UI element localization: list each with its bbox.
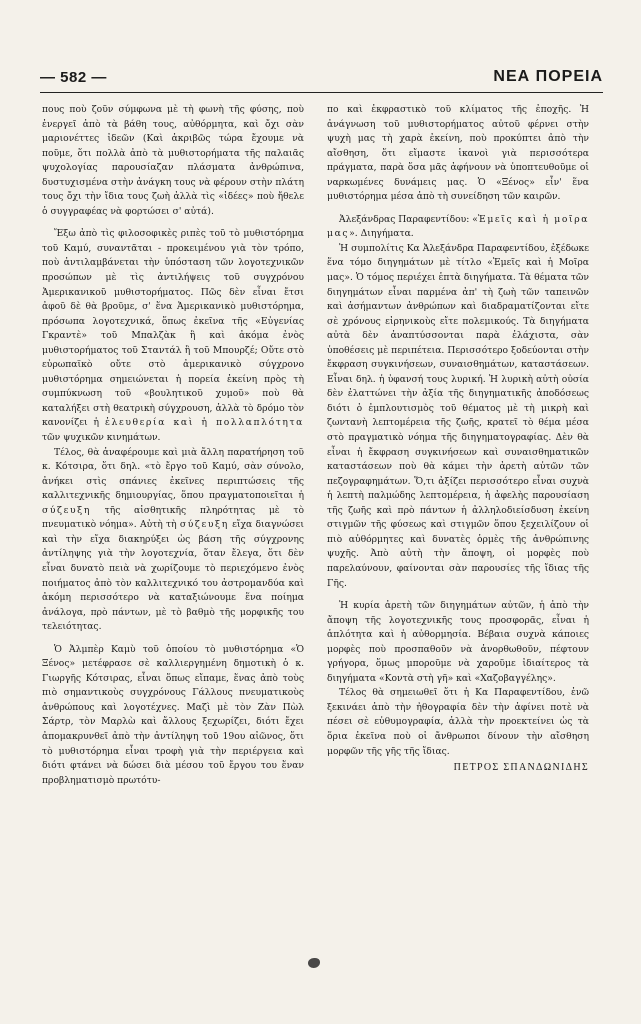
header-rule xyxy=(40,92,603,93)
spaced-emphasis: σύζευξη xyxy=(42,504,91,516)
ink-spot xyxy=(308,958,320,968)
paragraph-text: τῆς αἰσθητικῆς πληρότητας μὲ τὸ πνευματικὸ νόημα». Αὐτὴ τὴ xyxy=(42,504,304,531)
left-column xyxy=(42,103,304,788)
review-book-title: Ἐμεῖς καὶ ἡ μοῖρα μας xyxy=(327,213,589,240)
paragraph: Ὁ Ἀλμπὲρ Καμὺ τοῦ ὁποίου τὸ μυθιστόρημα «Ὁ Ξένος» μετέφρασε σὲ καλλιεργημένη δημοτικὴ ὁ κ. Γιωργῆς Κότσιρας, εἶναι ὅπως εἴπαμε, ἕνας ἀπὸ τοὺς πιὸ σημαντικοὺς συγχρόνους Γάλλους πνευματικοὺς ἀνθρώπους καὶ λογοτέχνες. Μαζὶ μὲ τὸν Ζὰν Πὼλ Σάρτρ, τὸν Μαρλὼ καὶ ἄλλους ξεχωρίζει, διότι ἔχει ἀπομακρυνθεῖ ἀπὸ τὴν ἀντίληψη τοῦ 19ου αἰῶνος, ὅτι τὸ μυθιστόρημα εἶναι τροφὴ γιὰ τὴν περιέργεια καὶ διότι φτάνει νὰ δώσει διὰ μέσου τοῦ ἔργου του ἕναν προβληματισμὸ πρωτότυ- xyxy=(42,643,304,786)
page-header xyxy=(40,68,603,86)
author-signature: ΠΕΤΡΟΣ ΣΠΑΝΔΩΝΙΔΗΣ xyxy=(453,762,589,774)
paragraph-continuation: πους ποὺ ζοῦν σύμφωνα μὲ τὴ φωνὴ τῆς φύσης, ποὺ ἐνεργεῖ ἀπὸ τὰ βάθη τους, αὐθόρμητα, καὶ ὄχι σὰν μαριονέττες ἰδεῶν (Καὶ ἀκριβῶς τώρα ἔχουμε νὰ ποῦμε, ὅτι πολλὰ ἀπὸ τὰ μυθιστορήματα τῆς παλαιᾶς ψυχολογίας παρουσίαζαν πλάσματα ἀνθρώπινα, δυστυχισμένα στὴν ἀνάγκη τους νὰ φέρουν στὴν πλάτη τους ὄχι τὴν ἴδια τους ζωὴ ἀλλὰ τὶς «ἰδέες» ποὺ ἤθελε ὁ συγγραφέας νὰ φορτώσει σ' αὐτά). xyxy=(42,104,304,217)
paragraph-text: Τέλος, θὰ ἀναφέρουμε καὶ μιὰ ἄλλη παρατήρηση τοῦ κ. Κότσιρα, ὅτι δηλ. «τὸ ἔργο τοῦ Καμύ, σὰν σύνολο, ἀνήκει στὶς σπάνιες ἐκεῖνες περιπτώσεις τῆς καλλιτεχνικῆς δημιουργίας, ὅπου πραγματοποιεῖται ἡ xyxy=(42,446,304,502)
paragraph: Ἡ συμπολίτις Κα Ἀλεξάνδρα Παραφεντίδου, ἐξέδωκε ἕνα τόμο διηγημάτων μὲ τίτλο «Ἐμεῖς καὶ ἡ Μοῖρα μας». Ὁ τόμος περιέχει ἑπτὰ διηγήματα. Τὰ θέματα τῶν διηγημάτων εἶναι παρμένα ἀπ' τὴ ζωὴ τῶν ταπεινῶν καὶ ἀσήμαντων ἀνθρώπων καὶ διαδραματίζονται εἴτε σὲ χρόνους εἰρηνικοὺς εἴτε πολεμικούς. Τὰ διηγήματα αὐτὰ δὲν ἀναπτύσσονται παρὰ ἐλάχιστα, σὰν ὑποθέσεις μὲ περιπέτεια. Περισσότερο ξοδεύονται στὴν ἔκφραση συγκινήσεων, συναισθημάτων, καταστάσεων. Εἶναι δηλ. ἡ ὑφανσή τους λυρική. Ἡ λυρικὴ αὐτὴ οὐσία δὲν ἐλαττώνει τὴν ἀξία τῆς διηγηματικῆς ἀποδόσεως διότι ὁ ἐμπλουτισμὸς τοῦ θέματος μὲ τὴ μικρὴ καὶ ζωντανὴ λεπτομέρεια τῆς ζωῆς, κρατεῖ τὸ θέμα μέσα στὸ πραγματικὸ νόημα τῆς διηγηματογραφίας. Δὲν θὰ εἶναι ἡ ἔκφραση συγκινήσεων καὶ συναισθηματικῶν καταστάσεων ποὺ θὰ κάμει τὴν ἀρετὴ αὐτῶν τῶν πεζογραφημάτων. Ὅ,τι ἀξίζει περισσότερο εἶναι συχνὰ ἡ λεπτὴ παλμώδης λεπτομέρεια, ἡ ἀφελὴς παρουσίαση τῆς ζωῆς καὶ πρὸ πάντων ἡ ἀλληλοδιείσδυση ἐκείνη στιγμῶν τῆς φύσεως καὶ στιγμῶν ὅπου ξεχειλίζουν οἱ πιὸ αὐθόρμητες καὶ δυνατὲς ὁρμὲς τῆς ἀνθρώπινης ψυχῆς. Ἀπὸ αὐτὴ τὴν ἄποψη, οἱ μορφὲς ποὺ παρελαύνουν, φαίνονται σὰν παρουσίες τῆς ἴδιας τῆς Γῆς. xyxy=(327,242,589,589)
review-genre: ». Διηγήματα. xyxy=(349,228,414,240)
paragraph-continuation: πο καὶ ἐκφραστικὸ τοῦ κλίματος τῆς ἐποχῆς. Ἡ ἀνάγνωση τοῦ μυθιστορήματος αὐτοῦ φέρνει στὴν ψυχὴ μας τὴ χαρὰ ἐκείνη, ποὺ προκύπτει ἀπὸ τὴν αἴσθηση, ὅτι εἴμαστε ἱκανοὶ γιὰ περισσότερα πράγματα, παρὰ ὅσα μᾶς ἀφήνουν νὰ ὑποπτευθοῦμε οἱ ναρκωμένες δυνάμεις μας. Ὁ «Ξένος» εἶν' ἕνα μυθιστόρημα μέσα ἀπὸ τὴ συνείδηση τῶν καιρῶν. xyxy=(327,104,589,203)
page-number: — 582 — xyxy=(40,68,107,86)
paragraph: Τέλος θὰ σημειωθεῖ ὅτι ἡ Κα Παραφεντίδου, ἐνῶ ξεκινάει ἀπὸ τὴν ἠθογραφία δὲν τὴν ἀφίνει ποτὲ νὰ πέσει σὲ εὐθυμογραφία, ἀλλὰ τὴν προεκτείνει ὡς τὰ ὅρια ἐκεῖνα ποὺ οἱ ἄνθρωποι δίνουν τὴν αἴσθηση μορφῶν τῆς γῆς τῆς ἴδιας. xyxy=(327,687,589,757)
review-author: Ἀλεξάνδρας Παραφεντίδου: « xyxy=(339,213,478,225)
journal-title: ΝΕΑ ΠΟΡΕΙΑ xyxy=(493,68,603,85)
paragraph-text: εἴχα διαγνώσει καὶ τὴν εἴχα διακηρύξει ὡς βάση τῆς σύγχρονης ἀντίληψης γιὰ τὴν λογοτεχνία, ὅταν ἔλεγα, ὅτι δὲν εἶναι δυνατὸ πειὰ νὰ χωρίζουμε τὸ περιεχόμενο ἐνὸς ποιήματος ἀπὸ τὸν καλλιτεχνικό του ἀστρομανδύα καὶ ἀκόμη περισσότερο νὰ καταξιώνουμε ἕνα ποίημα ἀνάλογα, πρὸ πάντων, μὲ τὸ βαθμὸ τῆς μορφικῆς του τελειότητας. xyxy=(42,519,305,633)
paragraph-text: τῶν ψυχικῶν κινημάτων. xyxy=(42,432,161,444)
spaced-emphasis: ἐλευθερία καὶ ἡ πολλαπλότητα xyxy=(105,417,304,429)
spaced-emphasis: σύζευξη xyxy=(179,519,229,531)
paragraph xyxy=(42,227,304,445)
paragraph-text: Ἔξω ἀπὸ τὶς φιλοσοφικὲς ριπὲς τοῦ τὸ μυθιστόρημα τοῦ Καμύ, συναντᾶται - προκειμένου γιὰ τὸν τρόπο, ποὺ ἀντιλαμβάνεται τὴν ὑπόσταση τῶν λογοτεχνικῶν προσώπων μὲ τὶς ἀντιλήψεις τοῦ συγχρόνου Ἀμερικανικοῦ μυθιστορήματος. Πῶς δὲν εἶναι ἔτσι ἀφοῦ δὲ θὰ βροῦμε, σ' ἕνα Ἀμερικανικὸ μυθιστόρημα, πρόσωπα λογοτεχνικά, ὅπως ἐκεῖνα τῆς «Εὐγενίας Γκραντὲ» τοῦ Μπαλζὰκ ἢ καὶ ἀκόμα ἐνὸς μυθιστορήματος τοῦ Σταντάλ ἢ τοῦ Μπουρζέ; Οὔτε στὸ εὐρωπαϊκὸ οὔτε στὸ ἀμερικανικὸ σύγχρονο μυθιστόρημα σημειώνεται ἡ πορεία ἐκείνη πρὸς τὴ συμπύκνωση τοῦ «βουλητικοῦ χυμοῦ» ποὺ θὰ καταλήξει στὴ θεατρικὴ σύγχρουση, ἀλλὰ τὸ δρόμο τὸν κανονίζει ἡ xyxy=(42,228,304,429)
book-review-heading xyxy=(327,213,589,242)
paragraph: Ἡ κυρία ἀρετὴ τῶν διηγημάτων αὐτῶν, ἡ ἀπὸ τὴν ἄποψη τῆς λογοτεχνικῆς τους προσφορᾶς, εἶναι ἡ ἁπλότητα καὶ ἡ αὐθορμησία. Βέβαια συχνὰ κάποιες μορφὲς ποὺ προσπαθοῦν νὰ ἀνορθωθοῦν, πέφτουν γρήγορα, ὅμως μποροῦμε νὰ χαροῦμε ἰδιαίτερος τὰ διηγήματα «Κοντὰ στὴ γῆ» καὶ «Χαζοβαγγέλης». xyxy=(327,600,589,684)
paragraph xyxy=(42,446,304,635)
right-column xyxy=(327,103,589,776)
